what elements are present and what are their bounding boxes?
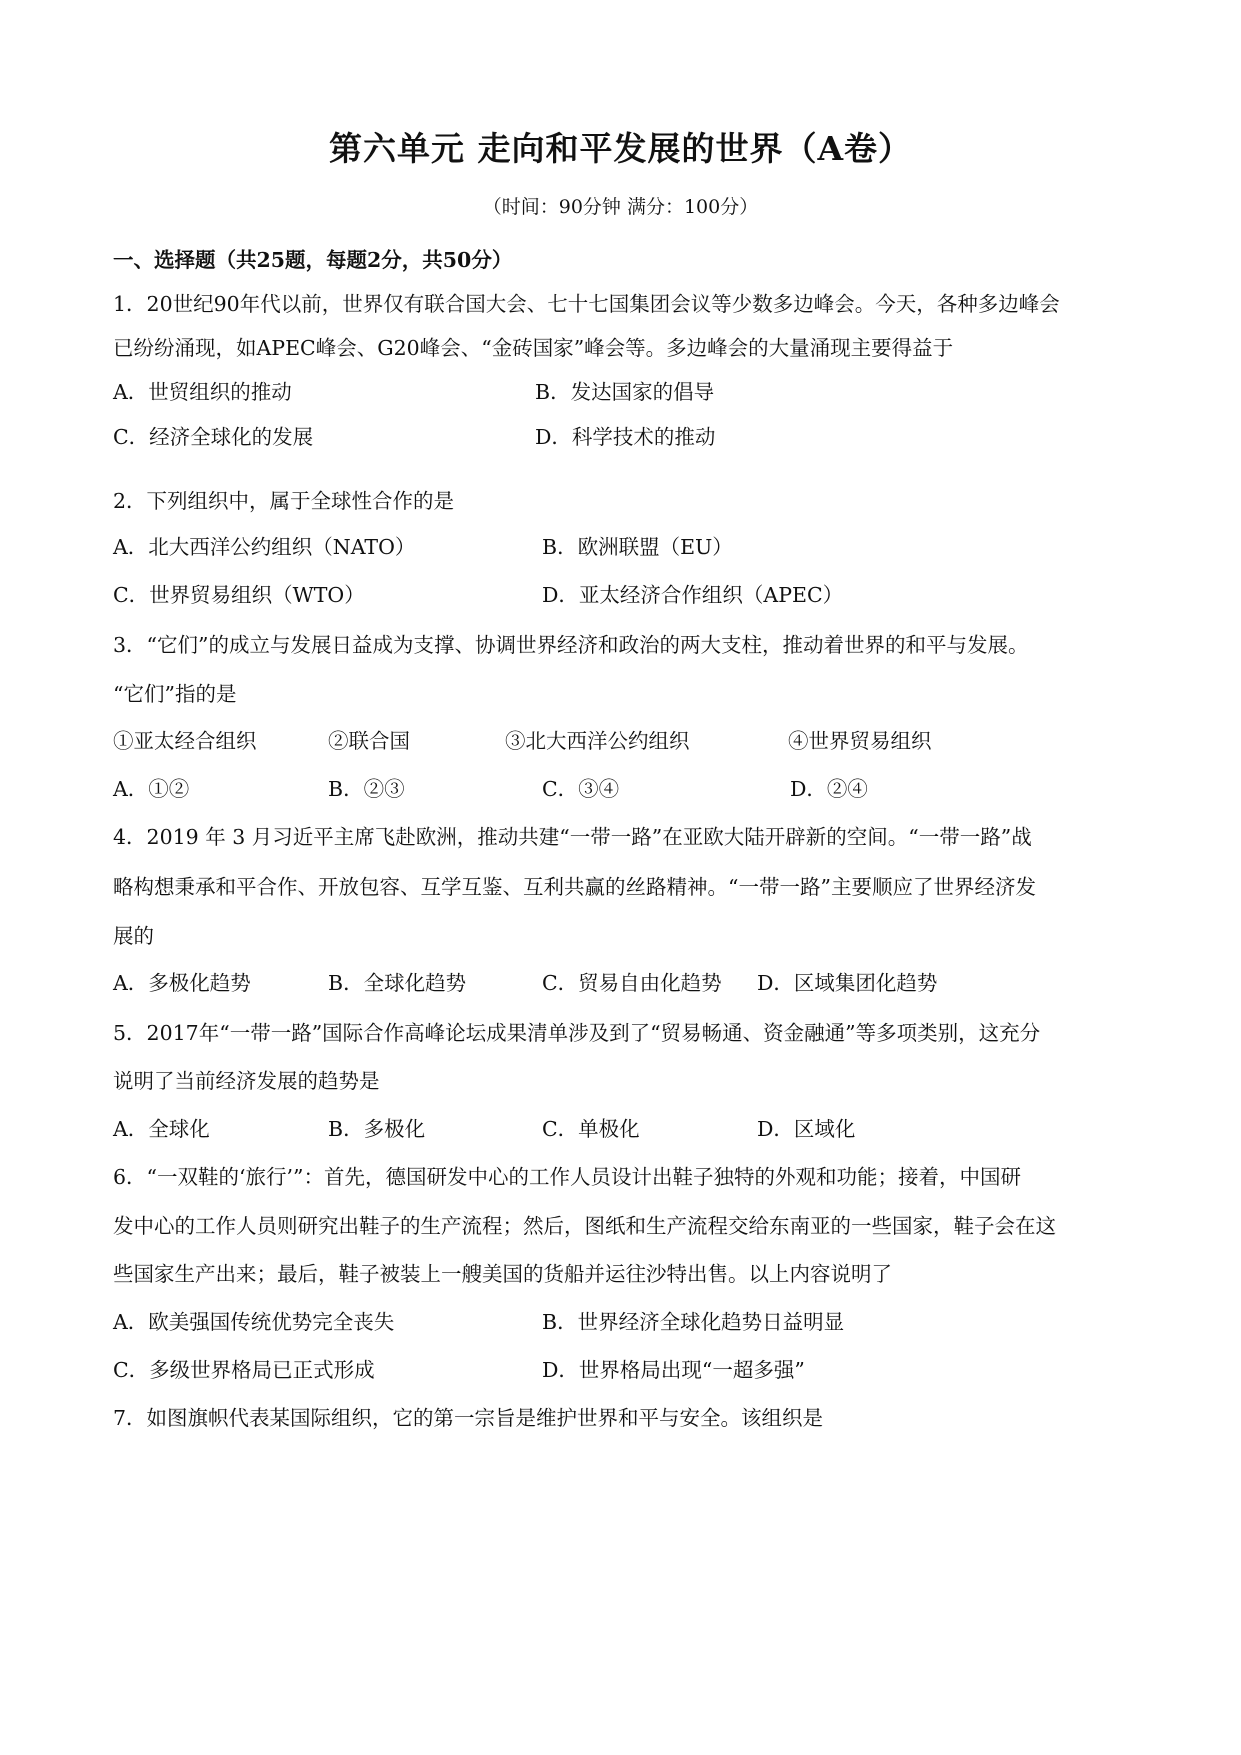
question-4-text-cont2: 展的 bbox=[113, 924, 154, 948]
question-6-option-c: C．多级世界格局已正式形成 bbox=[113, 1358, 375, 1382]
question-3-option-c: C．③④ bbox=[542, 777, 620, 801]
question-6-option-b: B．世界经济全球化趋势日益明显 bbox=[542, 1310, 845, 1334]
question-6-text-cont: 发中心的工作人员则研究出鞋子的生产流程；然后，图纸和生产流程交给东南亚的一些国家，鞋子会在这 bbox=[113, 1214, 1056, 1238]
page-title: 第六单元 走向和平发展的世界（A卷） bbox=[328, 129, 913, 168]
question-3-item-2: ②联合国 bbox=[328, 729, 410, 753]
question-3-option-b: B．②③ bbox=[328, 777, 405, 801]
question-5-option-a: A．全球化 bbox=[113, 1117, 210, 1141]
question-4-option-d: D．区域集团化趋势 bbox=[757, 971, 938, 995]
exam-info: （时间：90分钟 满分：100分） bbox=[482, 196, 759, 218]
question-3-option-a: A．①② bbox=[113, 777, 190, 801]
question-2-option-b: B．欧洲联盟（EU） bbox=[542, 535, 733, 559]
question-5-text: 5．2017年“一带一路”国际合作高峰论坛成果清单涉及到了“贸易畅通、资金融通”等多项类别，这充分 bbox=[113, 1021, 1041, 1045]
question-2-option-c: C．世界贸易组织（WTO） bbox=[113, 583, 365, 607]
question-3-option-d: D．②④ bbox=[790, 777, 868, 801]
question-2-text: 2．下列组织中，属于全球性合作的是 bbox=[113, 489, 455, 513]
question-5-option-d: D．区域化 bbox=[757, 1117, 856, 1141]
question-4-option-a: A．多极化趋势 bbox=[113, 971, 251, 995]
section-heading: 一、选择题（共25题，每题2分，共50分） bbox=[113, 248, 513, 272]
question-5-option-c: C．单极化 bbox=[542, 1117, 640, 1141]
question-5-text-cont: 说明了当前经济发展的趋势是 bbox=[113, 1069, 380, 1093]
question-1-option-a: A．世贸组织的推动 bbox=[113, 380, 292, 404]
question-6-text: 6．“一双鞋的‘旅行’”：首先，德国研发中心的工作人员设计出鞋子独特的外观和功能；接着，中国研 bbox=[113, 1165, 1022, 1189]
question-1-option-b: B．发达国家的倡导 bbox=[535, 380, 715, 404]
question-4-option-b: B．全球化趋势 bbox=[328, 971, 467, 995]
question-1-text-cont: 已纷纷涌现，如APEC峰会、G20峰会、“金砖国家”峰会等。多边峰会的大量涌现主要得益于 bbox=[113, 336, 954, 360]
question-3-text-cont: “它们”指的是 bbox=[113, 682, 237, 706]
question-3-item-4: ④世界贸易组织 bbox=[788, 729, 932, 753]
question-1-text: 1．20世纪90年代以前，世界仅有联合国大会、七十七国集团会议等少数多边峰会。今天，各种多边峰会 bbox=[113, 292, 1060, 316]
question-3-text: 3．“它们”的成立与发展日益成为支撑、协调世界经济和政治的两大支柱，推动着世界的和平与发展。 bbox=[113, 633, 1029, 657]
question-3-item-3: ③北大西洋公约组织 bbox=[505, 729, 690, 753]
question-1-option-d: D．科学技术的推动 bbox=[535, 425, 716, 449]
question-4-text: 4．2019 年 3 月习近平主席飞赴欧洲，推动共建“一带一路”在亚欧大陆开辟新的空间。“一带一路”战 bbox=[113, 825, 1032, 849]
question-3-item-1: ①亚太经合组织 bbox=[113, 729, 257, 753]
question-4-option-c: C．贸易自由化趋势 bbox=[542, 971, 722, 995]
question-1-option-c: C．经济全球化的发展 bbox=[113, 425, 314, 449]
question-6-option-d: D．世界格局出现“一超多强” bbox=[542, 1358, 805, 1382]
question-2-option-a: A．北大西洋公约组织（NATO） bbox=[113, 535, 416, 559]
question-6-text-cont2: 些国家生产出来；最后，鞋子被装上一艘美国的货船并运往沙特出售。以上内容说明了 bbox=[113, 1262, 892, 1286]
question-4-text-cont: 略构想秉承和平合作、开放包容、互学互鉴、互利共赢的丝路精神。“一带一路”主要顺应了世界经济发 bbox=[113, 875, 1036, 899]
question-2-option-d: D．亚太经济合作组织（APEC） bbox=[542, 583, 844, 607]
question-5-option-b: B．多极化 bbox=[328, 1117, 426, 1141]
question-7-text: 7．如图旗帜代表某国际组织，它的第一宗旨是维护世界和平与安全。该组织是 bbox=[113, 1406, 824, 1430]
question-6-option-a: A．欧美强国传统优势完全丧失 bbox=[113, 1310, 395, 1334]
